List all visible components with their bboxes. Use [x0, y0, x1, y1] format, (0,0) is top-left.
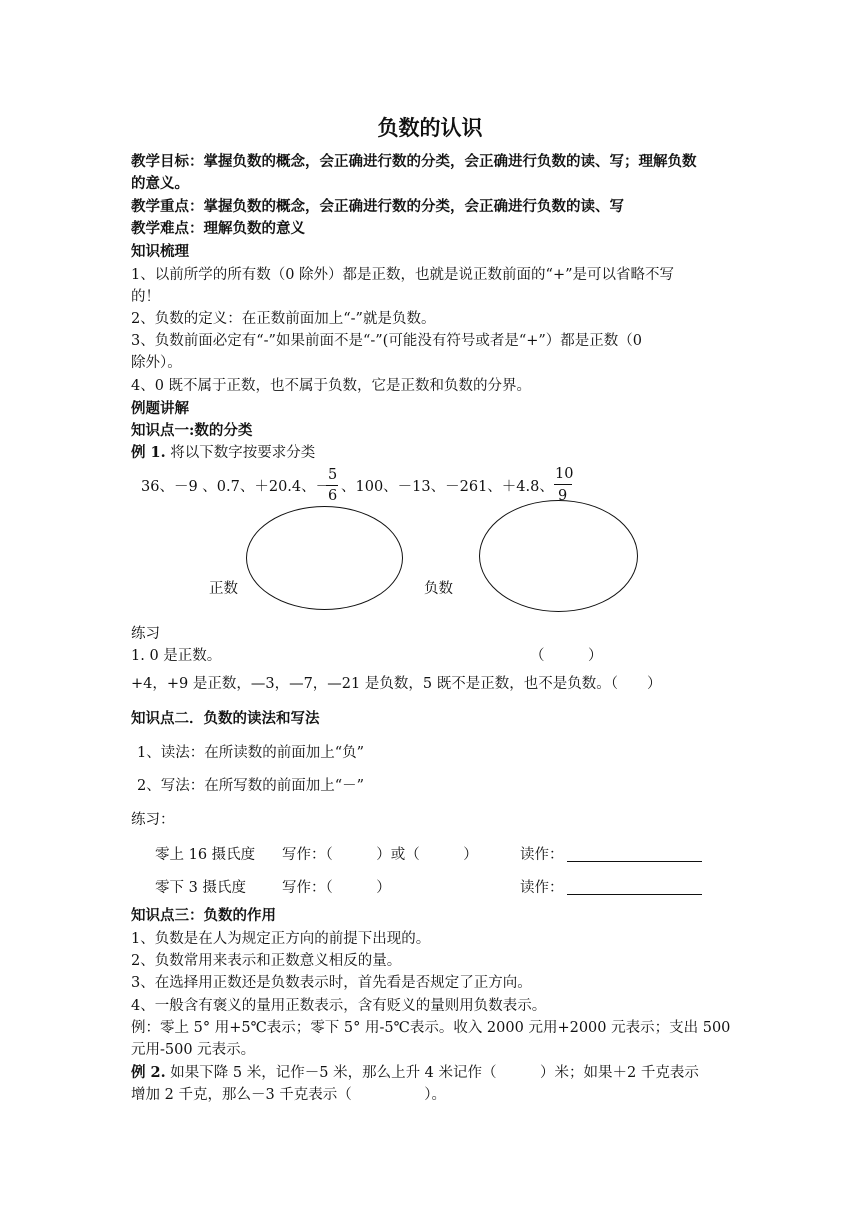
kp2-practice-heading: 练习：	[131, 812, 175, 828]
practice-question-2: +4，+9 是正数，—3，—7，—21 是负数，5 既不是正数，也不是负数。（ ）	[131, 676, 662, 692]
objective-goal-line1: 教学目标：掌握负数的概念，会正确进行数的分类，会正确进行负数的读、写；理解负数	[131, 153, 697, 170]
fraction-1-numerator: 5	[328, 467, 338, 483]
fraction-1-denominator: 6	[328, 488, 338, 504]
kp2-row2-write[interactable]: 写作：（ ）	[282, 880, 391, 896]
kp3-heading: 知识点三：负数的作用	[131, 907, 276, 924]
example-2-line2: 增加 2 千克，那么－3 千克表示（ ）。	[131, 1087, 447, 1103]
practice-heading: 练习	[131, 626, 160, 642]
fraction-2-bar	[554, 484, 572, 485]
kp2-row2-item: 零下 3 摄氏度	[155, 880, 246, 896]
example-2-line1	[131, 1063, 731, 1083]
kp3-example-line1: 例：零上 5° 用+5℃表示；零下 5° 用-5℃表示。收入 2000 元用+2000 元表示；支出 500	[131, 1020, 731, 1036]
example-1-label: 例 1.	[131, 444, 166, 461]
objective-key-point: 教学重点：掌握负数的概念，会正确进行数的分类，会正确进行负数的读、写	[131, 198, 624, 215]
kp3-example-line2: 元用-500 元表示。	[131, 1042, 256, 1058]
example-2-text-line1: 如果下降 5 米，记作－5 米，那么上升 4 米记作（ ）米；如果＋2 千克表示	[170, 1065, 699, 1081]
kp2-row1-read-blank[interactable]	[567, 861, 702, 862]
example-1-line	[131, 443, 731, 463]
positive-number-ellipse	[246, 506, 403, 610]
practice-question-1-answer-blank[interactable]: （ ）	[530, 648, 603, 664]
review-item-3-line2: 除外）。	[131, 355, 182, 371]
kp3-item-4: 4、一般含有褒义的量用正数表示，含有贬义的量则用负数表示。	[131, 998, 547, 1014]
example-1-text: 将以下数字按要求分类	[170, 445, 316, 461]
kp2-row2-read: 读作：	[520, 880, 564, 896]
fraction-2-numerator: 10	[555, 466, 574, 482]
kp3-item-1: 1、负数是在人为规定正方向的前提下出现的。	[131, 931, 431, 947]
examples-heading: 例题讲解	[131, 400, 189, 417]
review-item-4: 4、0 既不属于正数，也不属于负数，它是正数和负数的分界。	[131, 378, 532, 394]
number-list-part1: 36、－9 、0.7、＋20.4、－	[141, 479, 331, 495]
negative-label: 负数	[424, 581, 453, 597]
review-item-1-line1: 1、以前所学的所有数（0 除外）都是正数，也就是说正数前面的“+”是可以省略不写	[131, 267, 675, 283]
positive-label: 正数	[209, 581, 238, 597]
page-title: 负数的认识	[377, 116, 483, 140]
review-heading: 知识梳理	[131, 243, 189, 260]
kp3-item-3: 3、在选择用正数还是负数表示时，首先看是否规定了正方向。	[131, 975, 532, 991]
objective-difficulty: 教学难点：理解负数的意义	[131, 220, 305, 237]
kp2-row1-write[interactable]: 写作：（ ）或（ ）	[282, 847, 478, 863]
kp2-row2-read-blank[interactable]	[567, 894, 702, 895]
kp3-item-2: 2、负数常用来表示和正数意义相反的量。	[131, 953, 402, 969]
fraction-1-bar	[326, 485, 338, 486]
example-2-label: 例 2.	[131, 1064, 166, 1081]
review-item-2: 2、负数的定义：在正数前面加上“-”就是负数。	[131, 311, 436, 327]
kp2-row1-item: 零上 16 摄氏度	[155, 847, 256, 863]
number-list-part2: 、100、－13、－261、＋4.8、	[341, 479, 554, 495]
kp2-read-rule: 1、读法：在所读数的前面加上“负”	[137, 745, 365, 761]
kp2-heading: 知识点二．负数的读法和写法	[131, 710, 320, 727]
negative-number-ellipse	[479, 500, 638, 612]
review-item-1-line2: 的！	[131, 289, 160, 305]
kp2-write-rule: 2、写法：在所写数的前面加上“－”	[137, 778, 365, 794]
objective-goal-line2: 的意义。	[131, 175, 189, 192]
practice-question-1: 1. 0 是正数。	[131, 648, 222, 664]
review-item-3-line1: 3、负数前面必定有“-”如果前面不是“-”(可能没有符号或者是“+”）都是正数（0	[131, 333, 643, 349]
kp1-heading: 知识点一:数的分类	[131, 422, 253, 439]
fraction-2-denominator: 9	[558, 488, 568, 504]
kp2-row1-read: 读作：	[520, 847, 564, 863]
